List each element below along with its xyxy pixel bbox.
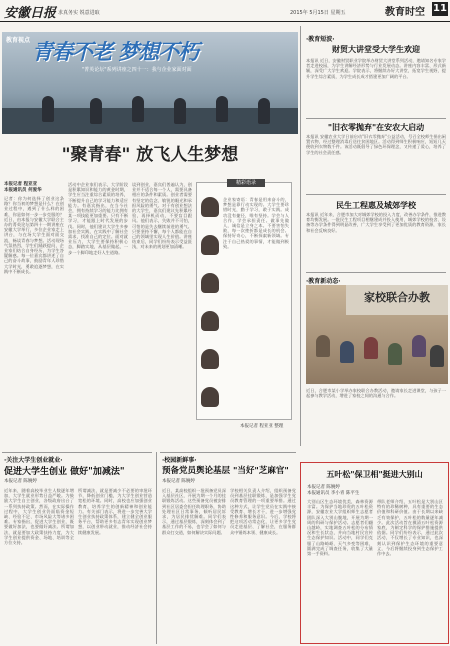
column-divider	[300, 26, 301, 446]
guest-portrait	[201, 349, 219, 369]
masthead	[0, 0, 450, 22]
photo-caption: 近日，合肥市某小学举办家校联合办教活动，邀请家长走进课堂，与孩子一起参与教学活动，增进了家校之间的沟通与合作。	[306, 388, 446, 399]
sidebox-quotes-text: 企业家寄语：青春是用来奋斗的，梦想是靠行动实现的。大学生要珍惜时光，勤于学习，敢于实践。成功没有捷径，唯有坚持。学会与人合作，学会承担责任。做事先做人，诚信是立身之本。不要害怕失败，每一次挫折都是成长的机会。保持好奇心，不断探索新领域。专注于自己热爱的事情，才能做到极致。	[223, 197, 289, 249]
bottom-left-title: 促进大学生创业 做好"加减法"	[4, 467, 125, 477]
feature-credit: 本报记者 程亚亚 整理	[240, 424, 284, 429]
feature-banner-photo	[2, 32, 298, 134]
brief-divider	[306, 194, 446, 195]
newspaper-logo: 安徽日报	[4, 6, 57, 21]
brief-title-3: 民生工程惠及城郊学校	[336, 200, 416, 210]
student-figure	[412, 335, 426, 357]
brief-body-1: 本报讯 近日，安徽财贸职业学院举办财贸大讲堂系列活动，邀请知名专家学者走进校园，为学生讲解经济形势与行业发展动态。讲座内容丰富、形式新颖，深受广大学生欢迎。学院表示，将继续办好大讲堂，拓宽学生视野，提升学生综合素质，为学生成长成才搭建更加广阔的平台。	[306, 58, 446, 79]
student-figure	[430, 345, 444, 367]
page-number: 11	[433, 3, 447, 14]
photo-section-heading: ·教育新动态·	[306, 278, 341, 285]
bottom-left-col1: 近年来，随着高校毕业生人数逐年增加，大学生就业形势日益严峻。为鼓励大学生自主创业，各级政府出台了一系列扶持政策。然而，在实际操作过程中，大学生创业仍面临资金短缺、经验不足、市场风险大等诸多困难。专家指出，促进大学生创业，既要做好加法，也要做好减法。所谓加法，就是要加大政策扶持力度，为大学生创业提供资金、场地、培训等全方位支持。	[4, 488, 74, 546]
bottom-left-col2: 所谓减法，就是要减少不必要的审批环节，降低创业门槛，为大学生创业营造宽松的环境。同时，高校也应加强创业教育，培养学生的创新精神和创业能力。有关部门表示，将进一步完善大学生创业扶持政策体系，建立健全创业服务平台，帮助更多有志青年实现创业梦想，以创业带动就业，推动经济社会持续健康发展。	[78, 488, 152, 535]
feature-body-col1: 记者：你为何选择了创业这条路？你当初的梦想是什么？在创业过程中，遇到了什么样的困难，你是如何一步一步克服的？近日，由本报与安徽大学联合主办的菁英论坛第四十一期讲座在安徽大学举行，多位企业家走上讲台，与在场大学生面对面交流，畅谈青春与梦想。活动现场气氛热烈，学生们踊跃提问，企业家们结合自身经历，为学生答疑解惑。每一位嘉宾都讲述了自己的奋斗故事，鼓励青年人珍惜大学时光，勇敢追逐梦想，在实践中不断成长。	[4, 196, 64, 274]
speaker-figure	[258, 98, 270, 124]
quote-sidebox	[196, 182, 292, 420]
bottom-mid-heading: ·校园新鲜事·	[162, 457, 197, 464]
school-event-photo	[306, 285, 448, 384]
guest-portrait	[201, 197, 219, 217]
bottom-left-heading: ·关注大学生创业就业·	[4, 457, 63, 464]
student-figure	[364, 337, 378, 359]
brief-body-2: 本报讯 安徽农业大学日前启动"旧衣零抛弃"公益活动，号召全校师生捐出闲置衣物，经过整理消毒后送往贫困地区。活动得到师生积极响应，短短几天便收到衣物数千件。该活动既倡导了绿色环保理念，又传递了爱心，培养了学生的社会责任感。	[306, 134, 446, 155]
banner-title: 青春不老 梦想不朽	[32, 40, 199, 64]
brief-title-2: "旧衣零抛弃"在安农大启动	[327, 122, 425, 132]
bottom-mid-title: 预备党员舆论基层 "当好"芝麻官"	[162, 466, 289, 476]
right-column-heading: ·教育短波·	[306, 36, 335, 43]
speaker-figure	[42, 96, 54, 122]
boxed-article-col2: 带队老师介绍，五叶松是大别山区特有的珍稀树种，具有重要的生态价值和科研价值。由于长期以来缺乏有效保护，五叶松的数量逐年减少。此次活动旨在摸清五叶松资源家底，为制定科学的保护措施提供依据。同学们纷纷表示，通过此次活动，不仅增长了专业知识，也深刻认识到保护生态环境的重要意义，今后将继续投身到生态保护工作中去。	[377, 499, 443, 557]
boxed-article-col1: 大别山区生态环境优美，森林资源丰富。为保护当地珍贵的五叶松资源，安徽农业大学组织师生志愿者团队深入大别山腹地，开展为期一周的科研与保护活动。志愿者们翻山越岭，实地调查五叶松的分布情况和生长状态，并向当地村民宣传生态保护知识。活动中，同学们克服了山路崎岖、天气多变等困难，圆满完成了调查任务，收集了大量第一手资料。	[307, 499, 373, 557]
banner-tag: 教育视点	[6, 37, 31, 44]
brief-divider	[306, 272, 446, 273]
feature-headline: "聚青春" 放飞人生梦想	[61, 145, 239, 165]
brief-divider	[306, 118, 446, 119]
speaker-figure	[216, 96, 228, 122]
student-figure	[340, 341, 354, 363]
banner-board	[346, 285, 448, 315]
guest-portrait	[201, 311, 219, 331]
student-figure	[316, 335, 330, 357]
speaker-figure	[132, 96, 144, 122]
guest-portrait	[201, 387, 219, 407]
bottom-mid-byline: 本报记者 陈婉婷	[162, 479, 195, 484]
boxed-article-byline: 本报记者 陈婉婷 本报通讯员 李小青 陈平生	[307, 485, 360, 496]
bottom-section-divider	[2, 452, 152, 453]
boxed-article-title: 五叶松"保卫相"挺进大别山	[326, 469, 423, 479]
feature-byline: 本报记者 程亚亚 本报通讯员 何爱华	[4, 182, 42, 193]
sidebox-title: 精彩语录	[227, 179, 265, 187]
guest-portrait	[201, 235, 219, 255]
feature-body-col2: 活动中企业家们表示，大学阶段是积累知识和能力的黄金时期，学生应当注重综合素质的培养，不断提升自己的学习能力和适应能力。有嘉宾指出，在当今社会，拥有持续学习的能力比拥有某一项技能更加重要。只有不断学习，才能跟上时代发展的步伐。同时，他们建议大学生多参加社会实践，在实践中了解社会需求，找准自己的定位。面对就业压力，大学生要保持积极心态，脚踏实地，从基层做起，一步一个脚印地走好人生道路。	[68, 182, 128, 255]
bottom-column-divider	[156, 452, 157, 644]
bottom-section-divider	[160, 452, 296, 453]
bottom-left-byline: 本报记者 陈婉婷	[4, 479, 37, 484]
issue-date: 2015年 5月15日 星期五	[290, 10, 346, 16]
speaker-figure	[174, 98, 186, 124]
boxed-article	[300, 462, 449, 644]
banner-series: "菁英论坛"系列讲座之四十一：我与企业家面对面	[82, 67, 192, 73]
feature-body-col3: 谈到创业，嘉宾们普遍认为，创业并不适合每一个人，需要具备相应的条件和素质。创业者需要有坚定的信念、敏锐的眼光和承担风险的勇气。对于有创业想法的大学生，嘉宾们建议先积累经验，再择机而动，不要盲目跟风。他们表示，失败并不可怕，可怕的是失去继续前进的勇气。只要坚持不懈，每个人都能在自己的领域里实现人生价值。讲座结束后，同学们纷纷表示受益匪浅，对未来的规划更加清晰。	[132, 182, 192, 250]
speaker-figure	[90, 98, 102, 124]
bottom-mid-col2: 学校相关负责人介绍，组织预备党员到基层挂职锻炼，是加强学生党员教育管理的一项重要举措。通过这种方式，让学生党员在实践中接受教育、增长才干，进一步增强党性修养和服务意识。今后，学校将把这项活动常态化，让更多学生党员走进基层、了解社会，在服务群众中锤炼本领、健康成长。	[230, 488, 296, 535]
student-figure	[388, 343, 402, 365]
section-title: 教育时空	[385, 7, 425, 18]
brief-title-1: 财贸大讲堂受大学生欢迎	[332, 44, 420, 54]
brief-body-3: 本报讯 近年来，合肥市加大对城郊学校的投入力度，改善办学条件，推进教育均衡发展。一批民生工程项目相继建成并投入使用，城郊学校的校舍、设备等办学条件得到明显改善，广大学生享受到了更加优质的教育资源，家长和社会反响良好。	[306, 212, 446, 233]
guest-portrait	[201, 273, 219, 293]
board-text: 家校联合办教	[364, 291, 430, 304]
masthead-tagline: 求真务实 锐意进取	[58, 10, 100, 16]
bottom-mid-col1: 近日，某高校组织一批预备党员深入基层社区，开展为期一个月的挂职锻炼活动。这些预备党员被安排到社区居委会担任助理职务，协助处理社区日常事务，倾听居民诉求，为居民排忧解难。同学们表示，通过基层锻炼，深刻体会到了基层工作的不易，也学会了如何与群众打交道，如何解决实际问题。	[162, 488, 226, 535]
